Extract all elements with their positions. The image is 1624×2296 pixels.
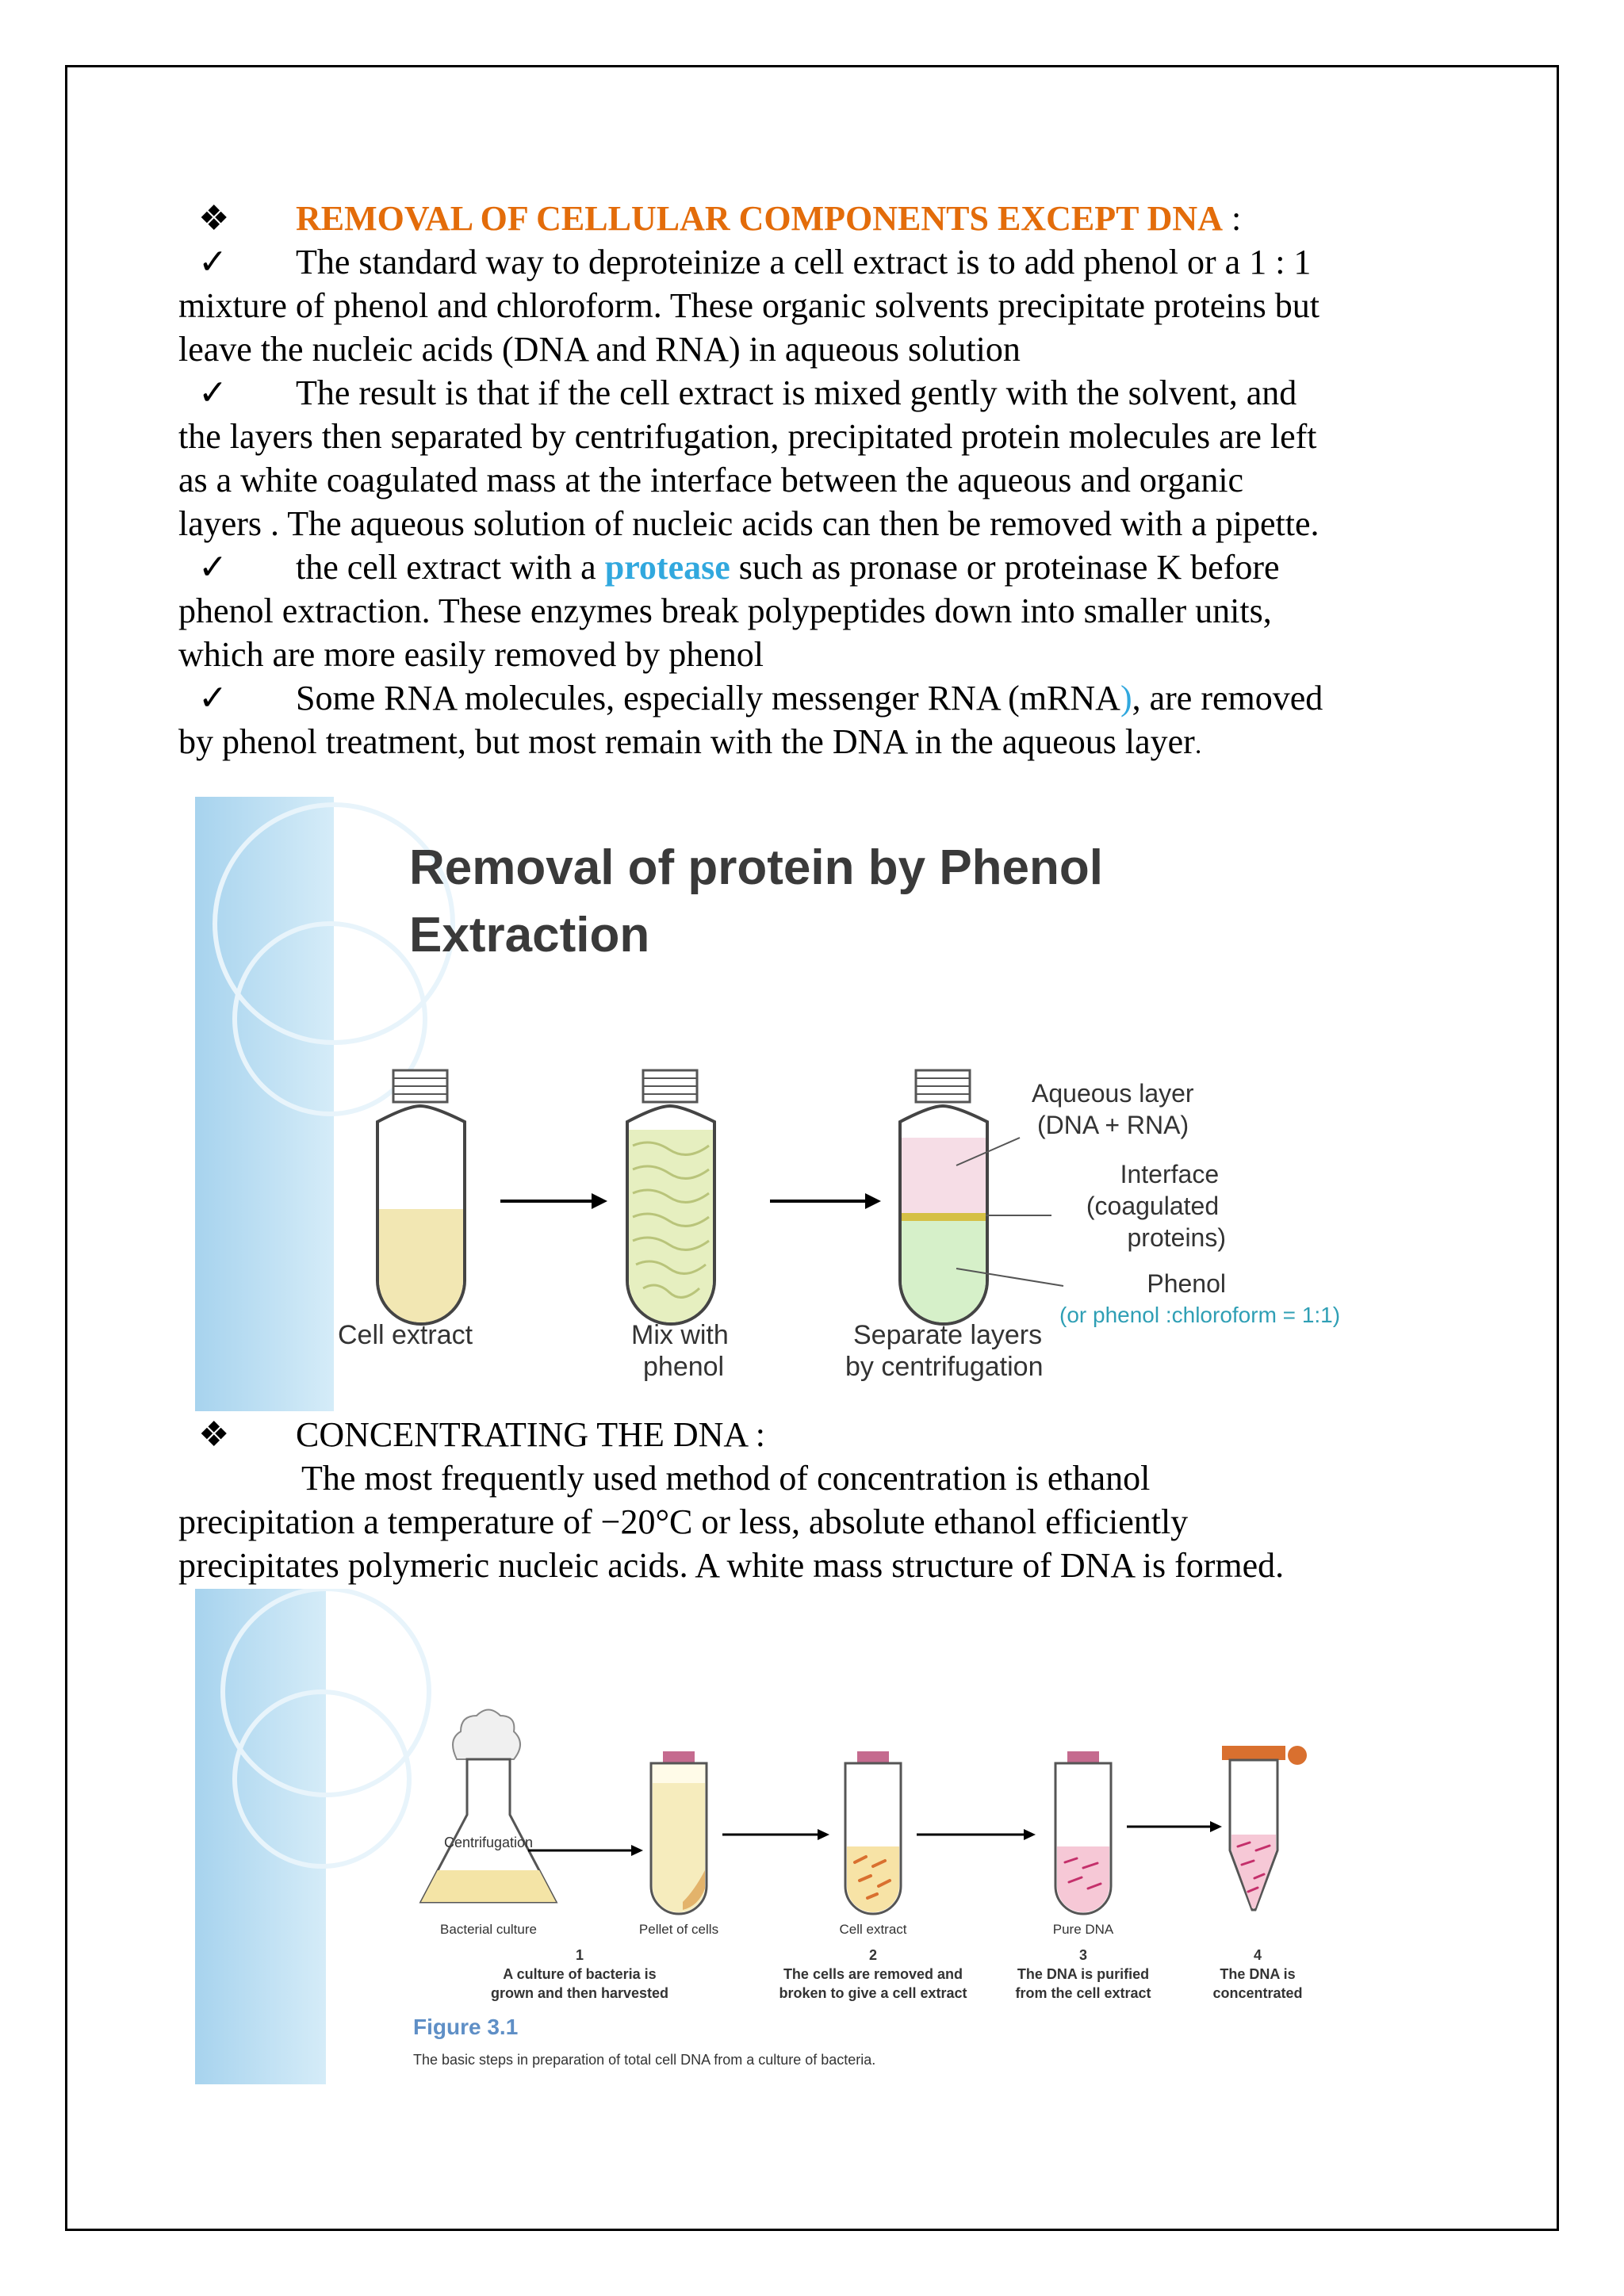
paragraph-line: ✓ the cell extract with a protease such as pronase or proteinase K before (178, 545, 1447, 589)
check-icon: ✓ (198, 243, 228, 281)
diamond-bullet-icon: ❖ (198, 1415, 230, 1454)
section-heading: ❖ REMOVAL OF CELLULAR COMPONENTS EXCEPT DNA : (178, 197, 1447, 240)
svg-text:1: 1 (575, 1947, 584, 1963)
paragraph-line: phenol extraction. These enzymes break polypeptides down into smaller units, (178, 591, 1272, 630)
paragraph-line: ✓ The result is that if the cell extract is mixed gently with the solvent, and (178, 371, 1447, 415)
svg-text:2: 2 (868, 1947, 878, 1963)
label-phenol: Phenol (1147, 1269, 1226, 1298)
svg-text:broken to give a cell extract: broken to give a cell extract (779, 1985, 967, 2001)
paragraph-line: precipitates polymeric nucleic acids. A white mass structure of DNA is formed. (178, 1546, 1285, 1585)
svg-text:The cells are removed and: The cells are removed and (783, 1966, 963, 1982)
paragraph-line: the layers then separated by centrifugation, precipitated protein molecules are left (178, 417, 1317, 456)
svg-text:The DNA is: The DNA is (1220, 1966, 1296, 1982)
label-separate-layers: Separate layers by centrifugation (845, 1320, 1044, 1382)
paragraph-line: The most frequently used method of concentration is ethanol (301, 1459, 1151, 1498)
decorative-side-strip (195, 797, 334, 1411)
figure-label: Figure 3.1 (413, 2015, 519, 2039)
paragraph-line: ✓ The standard way to deproteinize a cell extract is to add phenol or a 1 : 1 (178, 240, 1447, 284)
figure-phenol-extraction (195, 797, 1448, 1411)
svg-text:4: 4 (1253, 1947, 1262, 1963)
svg-text:from the cell extract: from the cell extract (1015, 1985, 1151, 2001)
svg-text:grown and then harvested: grown and then harvested (490, 1985, 669, 2001)
figure-title: Removal of protein by Phenol Extraction (409, 840, 1103, 962)
check-icon: ✓ (198, 548, 228, 587)
diamond-bullet-icon: ❖ (198, 199, 230, 238)
svg-text:3: 3 (1078, 1947, 1088, 1963)
tube-pure-dna (1055, 1751, 1111, 1914)
tube-pellet-of-cells (651, 1751, 707, 1914)
label-centrifugation: Centrifugation (443, 1835, 534, 1850)
paragraph-line: which are more easily removed by phenol (178, 635, 764, 674)
label-pellet-of-cells: Pellet of cells (638, 1922, 719, 1937)
label-aqueous-layer: Aqueous layer (DNA + RNA) (1032, 1079, 1194, 1139)
svg-text:concentrated: concentrated (1212, 1985, 1303, 2001)
check-icon: ✓ (198, 679, 228, 718)
tube-cell-extract (845, 1751, 901, 1914)
label-mix-phenol: Mix with phenol (631, 1320, 729, 1382)
figure-dna-preparation (195, 1589, 1432, 2084)
label-bacterial-culture: Bacterial culture (440, 1922, 537, 1937)
protease-highlight: protease (604, 548, 730, 587)
paragraph-line: mixture of phenol and chloroform. These organic solvents precipitate proteins but (178, 286, 1320, 325)
paragraph-line: precipitation a temperature of −20°C or less, absolute ethanol efficiently (178, 1502, 1189, 1541)
paragraph-line: by phenol treatment, but most remain with the DNA in the aqueous layer. (178, 722, 1202, 761)
paragraph-line: ✓ Some RNA molecules, especially messenger RNA (mRNA), are removed (178, 676, 1447, 720)
label-cell-extract: Cell extract (839, 1922, 907, 1937)
paragraph-line: layers . The aqueous solution of nucleic acids can then be removed with a pipette. (178, 504, 1320, 543)
figure-caption: The basic steps in preparation of total cell DNA from a culture of bacteria. (413, 2052, 876, 2068)
label-interface: Interface (coagulated proteins) (1086, 1160, 1226, 1252)
svg-text:A culture of bacteria is: A culture of bacteria is (503, 1966, 657, 1982)
decorative-side-strip (195, 1589, 326, 2084)
label-pure-dna: Pure DNA (1052, 1922, 1114, 1937)
paragraph-line: leave the nucleic acids (DNA and RNA) in aqueous solution (178, 330, 1021, 369)
label-phenol-note: (or phenol :chloroform = 1:1) (1059, 1303, 1341, 1327)
section-concentrating (178, 1413, 1447, 1587)
section-removal (178, 197, 1447, 767)
check-icon: ✓ (198, 373, 228, 412)
section-heading: ❖ CONCENTRATING THE DNA : (178, 1413, 1447, 1456)
paragraph-line: as a white coagulated mass at the interface between the aqueous and organic (178, 461, 1244, 499)
label-cell-extract: Cell extract (338, 1320, 473, 1350)
svg-text:The DNA is purified: The DNA is purified (1017, 1966, 1150, 1982)
